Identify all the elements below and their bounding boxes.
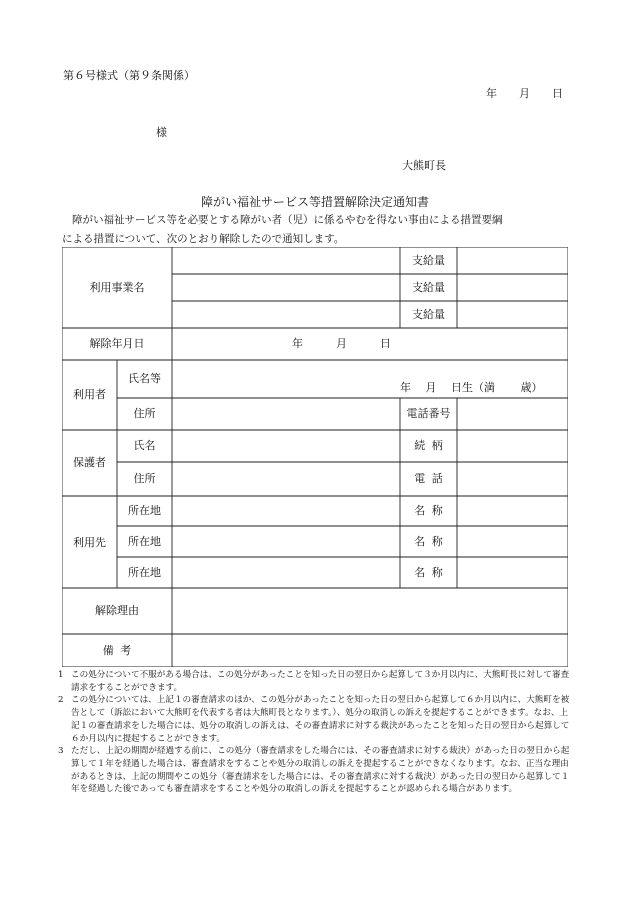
note-1 [58,669,570,694]
note-1-number: 1 [58,670,64,680]
issuer: 大熊町長 [402,159,446,172]
facility-name-label-3: 名称 [414,566,450,579]
form-number: 第６号様式（第９条関係） [63,69,195,82]
supply-amount-label-1: 支給量 [412,254,445,267]
facility-name-label-2: 名称 [414,535,450,548]
facility-label: 利用先 [73,536,106,549]
guardian-label: 保護者 [73,456,106,469]
facility-location-label-3: 所在地 [128,566,161,579]
cancel-date-label: 解除年月日 [89,337,145,350]
note-3-text: ただし、上記の期間が経過する前に、この処分（審査請求をした場合には、その審査請求に対する裁決）があった日の翌日から起算して１年を経過した場合は、審査請求をすることや処分の取消しの訴えを提起することができなくなります。なお、正当な理由があるときは、上記の期間やこの処分（審査請求をした場合には、その審査請求に対する裁決）があった日の翌日から起算して１年を経過した後であっても審査請求をすることや処分の取消しの訴えを提起することが認められる場合があります。 [71,746,570,795]
page-title: 障がい福祉サービス等措置解除決定通知書 [200,195,429,209]
guardian-address-label: 住所 [133,472,156,485]
supply-amount-label-2: 支給量 [412,281,445,294]
facility-location-label-2: 所在地 [128,535,161,548]
note-3-number: 3 [58,746,64,757]
note-2-text: この処分については、上記１の審査請求のほか、この処分があったことを知った日の翌日から起算して６か月以内に、大熊町を被告として（訴訟において大熊町を代表する者は大熊町長となります。）、処分の取消しの訴えを提起することができます。なお、上記１の審査請求をした場合には、処分の取消しの訴えは、その審査請求に対する裁決があったことを知った日の翌日から起算して６か月以内に提起することができます。 [71,695,570,744]
name-label: 氏名等 [128,372,161,385]
note-3 [58,745,570,796]
phone-number-label: 電話番号 [406,407,451,420]
supply-amount-label-3: 支給量 [412,308,445,321]
relationship-label: 続柄 [414,439,450,452]
note-2-number: 2 [58,695,64,706]
user-address-label: 住所 [133,407,156,420]
guardian-name-label: 氏名 [133,439,156,452]
intro-line-2: による措置について、次のとおり解除したので通知します。 [62,233,345,245]
intro-line-1: 障がい福祉サービス等を必要とする障がい者（児）に係るやむを得ない事由による措置要綱 [72,214,503,226]
cancel-date-value: 年 月 日 [292,337,391,350]
issue-date: 年 月 日 [486,87,563,100]
notes [58,669,570,796]
note-1-text: この処分について不服がある場合は、この処分があったことを知った日の翌日から起算して３か月以内に、大熊町長に対して審査請求をすることができます。 [71,670,570,693]
remarks-label: 備考 [102,644,138,657]
user-label: 利用者 [73,388,106,401]
cancel-reason-label: 解除理由 [95,604,139,617]
recipient-suffix: 様 [156,126,167,139]
facility-location-label-1: 所在地 [128,504,161,517]
note-2 [58,694,570,745]
service-name-label: 利用事業名 [89,281,145,294]
birth-date-label: 年 月 日生（満 歳） [400,381,543,394]
form-table [62,247,568,667]
facility-name-label-1: 名称 [414,504,450,517]
phone-label: 電話 [414,472,450,485]
